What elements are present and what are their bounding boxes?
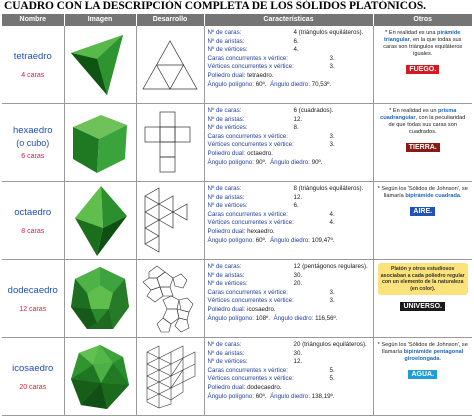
label-ang-die: Ángulo diedro: <box>270 392 310 400</box>
solid-name: tetraedro <box>13 50 52 62</box>
value-ang-pol: 60º. <box>255 392 267 400</box>
element-badge: FUEGO. <box>406 65 439 74</box>
label-ang-die: Ángulo diedro: <box>273 314 314 322</box>
note: * En realidad es un prisma cuadrangular, con la peculiaridad de que todas sus caras son cuadrados. <box>380 108 466 135</box>
row-tetraedro <box>2 26 472 104</box>
value-caras: 20 (triángulos equiláteros). <box>293 341 367 348</box>
label-ang-die: Ángulo diedro: <box>270 80 310 88</box>
value-aristas: 12. <box>293 193 303 201</box>
value-caras: 4 (triángulos equiláteros). <box>293 29 364 36</box>
label-vertices: Nº de vértices: <box>207 46 248 54</box>
header-caracteristicas: Características <box>204 14 373 26</box>
label-aristas: Nº de aristas: <box>207 193 245 201</box>
characteristics-cell <box>204 26 373 104</box>
header-row <box>2 14 472 26</box>
label-caras: Nº de caras: <box>207 263 242 270</box>
value-aristas: 30. <box>293 349 303 357</box>
label-vertices: Nº de vértices: <box>207 280 248 288</box>
value-vertices: 20. <box>293 280 303 288</box>
net-cell <box>136 260 204 338</box>
label-dual: Poliedro dual: <box>207 227 246 235</box>
faces-count: 8 caras <box>21 227 45 235</box>
icosahedron-image <box>67 341 133 413</box>
solid-name: hexaedro <box>12 125 53 136</box>
value-ang-die: 109,47º. <box>311 236 335 244</box>
name-cell <box>2 260 64 338</box>
label-ang-pol: Ángulo polígono: <box>207 392 254 400</box>
label-caras: Nº de caras: <box>207 29 242 36</box>
element-badge: TIERRA. <box>406 143 440 152</box>
element-badge: AIRE. <box>410 207 435 216</box>
label-vert-conc: Vértices concurrentes x vértice: <box>207 375 294 383</box>
net-cell <box>136 182 204 260</box>
value-ang-die: 70,53º. <box>311 80 332 88</box>
label-vertices: Nº de vértices: <box>207 202 248 210</box>
other-cell <box>373 104 472 182</box>
tetrahedron-net <box>139 37 201 93</box>
image-cell <box>64 182 136 260</box>
solid-name: octaedro <box>14 206 52 218</box>
other-cell <box>373 26 472 104</box>
label-caras: Nº de caras: <box>207 107 242 114</box>
solid-alt-name: (o cubo) <box>16 138 50 148</box>
value-aristas: 6. <box>293 37 299 45</box>
image-cell <box>64 338 136 416</box>
row-hexaedro <box>2 104 472 182</box>
name-cell <box>2 182 64 260</box>
name-cell <box>2 104 64 182</box>
header-otros: Otros <box>373 14 472 26</box>
label-vertices: Nº de vértices: <box>207 358 248 366</box>
value-caras-conc: 4. <box>329 210 335 218</box>
label-aristas: Nº de aristas: <box>207 349 245 357</box>
label-aristas: Nº de aristas: <box>207 271 245 279</box>
label-dual: Poliedro dual: <box>207 383 246 391</box>
image-cell <box>64 26 136 104</box>
element-badge: AGUA. <box>408 370 437 379</box>
net-cell <box>136 26 204 104</box>
value-ang-pol: 60º. <box>255 80 267 88</box>
value-aristas: 12. <box>293 115 303 123</box>
faces-count: 6 caras <box>21 153 45 160</box>
name-cell <box>2 338 64 416</box>
value-dual: dodecaedro. <box>247 383 282 391</box>
label-caras: Nº de caras: <box>207 185 242 192</box>
element-note-text: Platón y otros estudiosos asociaban a cada poliedro regular con un elemento de la naturaleza (en color). <box>380 266 465 292</box>
value-caras: 12 (pentágonos regulares). <box>293 263 368 270</box>
row-dodecaedro <box>2 260 472 338</box>
value-dual: octaedro. <box>247 149 273 157</box>
label-ang-pol: Ángulo polígono: <box>207 236 254 244</box>
element-badge: UNIVERSO. <box>400 302 445 311</box>
value-vert-conc: 5. <box>329 375 335 383</box>
value-ang-pol: 60º. <box>255 236 267 244</box>
cube-image <box>67 107 133 179</box>
net-cell <box>136 338 204 416</box>
label-ang-pol: Ángulo polígono: <box>207 158 254 166</box>
note: * Según los 'Sólidos de Johnson', se llamaría bipirámide pentagonal giroelongada. <box>377 342 468 362</box>
label-dual: Poliedro dual: <box>207 149 246 157</box>
label-caras: Nº de caras: <box>207 341 242 348</box>
tetrahedron-image <box>67 29 133 101</box>
label-vertices: Nº de vértices: <box>207 124 248 132</box>
row-octaedro <box>2 182 472 260</box>
label-caras-conc: Caras concurrentes x vértice: <box>207 54 288 62</box>
value-caras-conc: 5. <box>329 366 335 374</box>
note: * En realidad es una pirámide triangular, en la que todas sus caras son triángulos equiláteros iguales. <box>383 30 463 57</box>
label-vert-conc: Vértices concurrentes x vértice: <box>207 63 294 71</box>
note: * Según los 'Sólidos de Johnson', se llamaría bipirámide cuadrada. <box>377 186 468 199</box>
header-desarrollo: Desarrollo <box>136 14 204 26</box>
octahedron-net <box>139 186 201 256</box>
value-caras: 6 (cuadrados). <box>293 107 334 114</box>
label-dual: Poliedro dual: <box>207 71 246 79</box>
row-icosaedro <box>2 338 472 416</box>
solid-name: icosaedro <box>12 362 54 374</box>
label-caras-conc: Caras concurrentes x vértice: <box>207 210 288 218</box>
value-vertices: 4. <box>293 46 299 54</box>
label-vert-conc: Vértices concurrentes x vértice: <box>207 297 294 305</box>
label-ang-pol: Ángulo polígono: <box>207 314 254 322</box>
characteristics-cell <box>204 338 373 416</box>
value-vert-conc: 3. <box>329 63 335 71</box>
value-vertices: 6. <box>293 202 299 210</box>
value-caras: 8 (triángulos equiláteros). <box>293 185 364 192</box>
platonic-solids-table <box>2 14 472 416</box>
value-vert-conc: 3. <box>329 141 335 149</box>
octahedron-image <box>67 184 133 258</box>
header-imagen: Imagen <box>64 14 136 26</box>
value-dual: hexaedro. <box>247 227 275 235</box>
value-ang-die: 116,56º. <box>315 314 338 322</box>
value-dual: tetraedro. <box>247 71 274 79</box>
value-ang-die: 138,19º. <box>311 392 335 400</box>
value-caras-conc: 3. <box>329 132 335 140</box>
icosahedron-net <box>139 342 201 412</box>
label-ang-pol: Ángulo polígono: <box>207 80 254 88</box>
characteristics-cell <box>204 260 373 338</box>
dodecahedron-net <box>139 264 201 334</box>
cube-net <box>139 110 201 176</box>
value-aristas: 30. <box>293 271 303 279</box>
label-ang-die: Ángulo diedro: <box>270 158 310 166</box>
characteristics-cell <box>204 104 373 182</box>
other-cell <box>373 260 472 338</box>
net-cell <box>136 104 204 182</box>
other-cell <box>373 182 472 260</box>
label-caras-conc: Caras concurrentes x vértice: <box>207 288 288 296</box>
value-ang-die: 90º. <box>311 158 323 166</box>
label-aristas: Nº de aristas: <box>207 115 245 123</box>
characteristics-cell <box>204 182 373 260</box>
label-aristas: Nº de aristas: <box>207 37 245 45</box>
image-cell <box>64 104 136 182</box>
label-caras-conc: Caras concurrentes x vértice: <box>207 366 288 374</box>
label-vert-conc: Vértices concurrentes x vértice: <box>207 141 294 149</box>
value-vertices: 12. <box>293 358 303 366</box>
value-vertices: 8. <box>293 124 299 132</box>
element-note-box <box>378 263 469 295</box>
label-dual: Poliedro dual: <box>207 305 246 313</box>
value-caras-conc: 3. <box>329 288 335 296</box>
faces-count: 12 caras <box>19 305 47 313</box>
label-vert-conc: Vértices concurrentes x vértice: <box>207 219 294 227</box>
value-dual: icosaedro. <box>247 305 276 313</box>
image-cell <box>64 260 136 338</box>
label-caras-conc: Caras concurrentes x vértice: <box>207 132 288 140</box>
other-cell <box>373 338 472 416</box>
value-ang-pol: 90º. <box>255 158 267 166</box>
dodecahedron-image <box>67 263 133 335</box>
value-caras-conc: 3. <box>329 54 335 62</box>
faces-count: 20 caras <box>19 383 47 391</box>
page-title: CUADRO CON LA DESCRIPCIÓN COMPLETA DE LOS SÓLIDOS PLATÓNICOS. <box>4 0 426 12</box>
header-nombre: Nombre <box>2 14 64 26</box>
faces-count: 4 caras <box>21 71 45 79</box>
solid-name: dodecaedro <box>7 284 58 296</box>
value-vert-conc: 4. <box>329 219 335 227</box>
label-ang-die: Ángulo diedro: <box>270 236 310 244</box>
value-ang-pol: 108º. <box>255 314 270 322</box>
name-cell <box>2 26 64 104</box>
value-vert-conc: 3. <box>329 297 335 305</box>
